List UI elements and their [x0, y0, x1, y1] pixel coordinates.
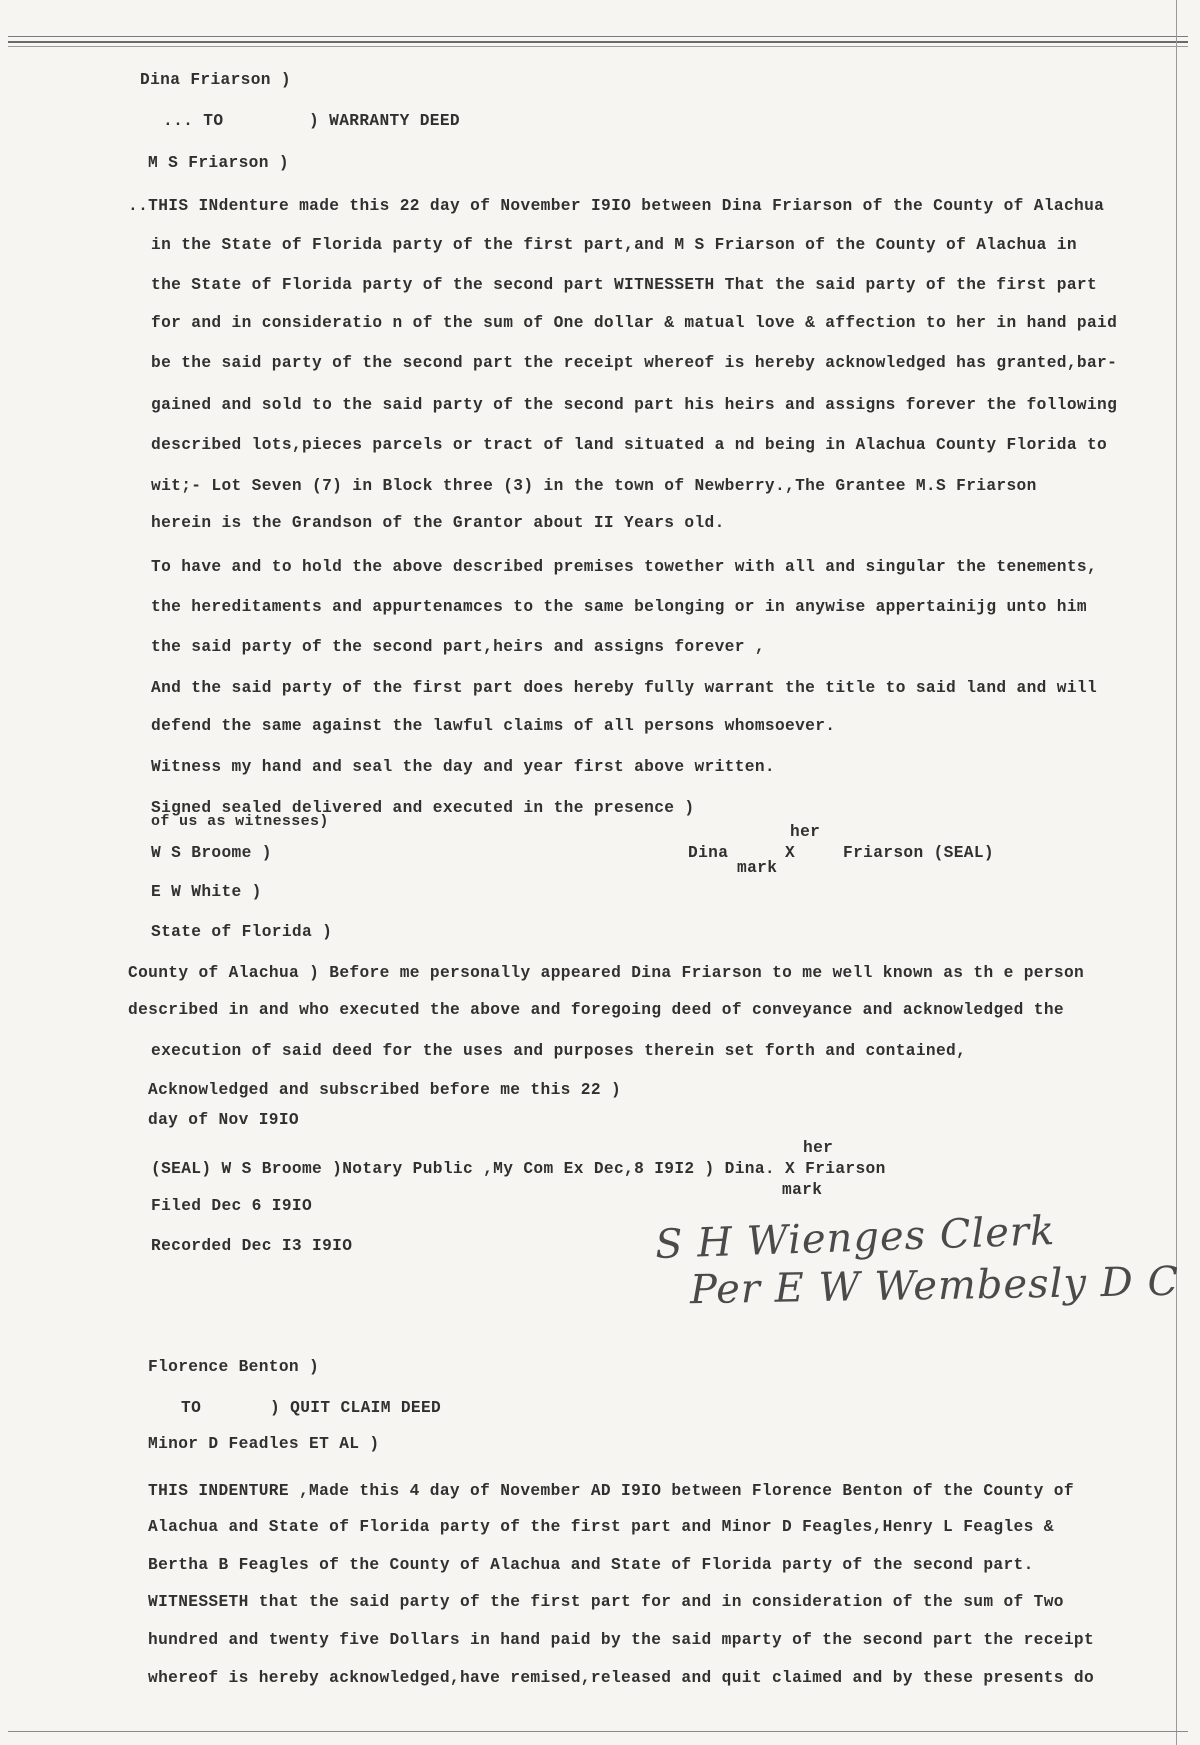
- mark-name-last: Friarson (SEAL): [843, 844, 994, 862]
- ack-line: County of Alachua ) Before me personally appeared Dina Friarson to me well known as th e person: [128, 964, 1085, 982]
- ack-day: day of Nov I9IO: [148, 1111, 299, 1129]
- deed1-body-line: And the said party of the first part does hereby fully warrant the title to said land and will: [151, 679, 1098, 697]
- mark-word: mark: [737, 859, 778, 877]
- bottom-rule: [8, 1731, 1188, 1732]
- deed1-body-line: Witness my hand and seal the day and year first above written.: [151, 758, 775, 776]
- deed2-body-line: WITNESSETH that the said party of the first part for and in consideration of the sum of Two: [148, 1593, 1064, 1611]
- state-line: State of Florida ): [151, 923, 333, 941]
- signed-sealed-line: Signed sealed delivered and executed in the presence ): [151, 799, 695, 817]
- filed-date: Filed Dec 6 I9IO: [151, 1197, 313, 1215]
- deed2-body-line: hundred and twenty five Dollars in hand paid by the said mparty of the second part the receipt: [148, 1631, 1095, 1649]
- deed2-grantor: Florence Benton ): [148, 1358, 320, 1376]
- deed2-to: TO: [181, 1399, 202, 1417]
- deed1-body-line: be the said party of the second part the receipt whereof is hereby acknowledged has granted,bar-: [151, 354, 1118, 372]
- witness-2: E W White ): [151, 883, 262, 901]
- notary-mark: mark: [782, 1181, 823, 1199]
- deed1-title: ) WARRANTY DEED: [309, 112, 460, 130]
- ack-line: described in and who executed the above and foregoing deed of conveyance and acknowledged the: [128, 1001, 1064, 1019]
- deed1-body-line: the hereditaments and appurtenamces to the same belonging or in anywise appertainijg unto him: [151, 598, 1087, 616]
- top-rule: [8, 41, 1188, 43]
- deed2-body-line: whereof is hereby acknowledged,have remised,released and quit claimed and by these presents do: [148, 1669, 1095, 1687]
- mark-her: her: [790, 823, 821, 841]
- deed1-grantee: M S Friarson ): [148, 154, 289, 172]
- deed2-body-line: Alachua and State of Florida party of the first part and Minor D Feagles,Henry L Feagles &: [148, 1518, 1054, 1536]
- deed1-grantor: Dina Friarson ): [140, 71, 291, 89]
- mark-x: X: [785, 844, 796, 862]
- top-rule: [8, 36, 1188, 37]
- deed1-body-line: wit;- Lot Seven (7) in Block three (3) in the town of Newberry.,The Grantee M.S Friarson: [151, 477, 1037, 495]
- deed2-title: ) QUIT CLAIM DEED: [270, 1399, 442, 1417]
- witnesses-line: of us as witnesses): [151, 813, 329, 830]
- top-rule: [8, 46, 1188, 47]
- ack-subscribed: Acknowledged and subscribed before me this 22 ): [148, 1081, 622, 1099]
- deed1-body-line: defend the same against the lawful claims of all persons whomsoever.: [151, 717, 836, 735]
- deed2-grantee: Minor D Feadles ET AL ): [148, 1435, 380, 1453]
- ack-line: execution of said deed for the uses and purposes therein set forth and contained,: [151, 1042, 967, 1060]
- deed1-body-line: for and in consideratio n of the sum of One dollar & matual love & affection to her in hand paid: [151, 314, 1118, 332]
- deed1-body-line: herein is the Grandson of the Grantor about II Years old.: [151, 514, 725, 532]
- notary-line: (SEAL) W S Broome )Notary Public ,My Com Ex Dec,8 I9I2 ) Dina. X Friarson: [151, 1160, 886, 1178]
- deed1-body-line: ..THIS INdenture made this 22 day of November I9IO between Dina Friarson of the County of Alachua: [128, 197, 1105, 215]
- recorded-date: Recorded Dec I3 I9IO: [151, 1237, 353, 1255]
- mark-name-first: Dina: [688, 844, 729, 862]
- deed1-body-line: described lots,pieces parcels or tract of land situated a nd being in Alachua County Florida to: [151, 436, 1108, 454]
- deed1-body-line: in the State of Florida party of the first part,and M S Friarson of the County of Alachua in: [151, 236, 1077, 254]
- deed1-body-line: the State of Florida party of the second part WITNESSETH That the said party of the first part: [151, 276, 1098, 294]
- deed2-body-line: THIS INDENTURE ,Made this 4 day of November AD I9IO between Florence Benton of the County of: [148, 1482, 1074, 1500]
- deed1-body-line: gained and sold to the said party of the second part his heirs and assigns forever the following: [151, 396, 1118, 414]
- notary-her: her: [803, 1139, 834, 1157]
- deed1-to: ... TO: [163, 112, 224, 130]
- right-margin-line: [1176, 0, 1177, 1745]
- deed1-body-line: To have and to hold the above described premises towether with all and singular the tenements,: [151, 558, 1098, 576]
- deed2-body-line: Bertha B Feagles of the County of Alachua and State of Florida party of the second part.: [148, 1556, 1034, 1574]
- deed1-body-line: the said party of the second part,heirs and assigns forever ,: [151, 638, 765, 656]
- clerk-signature: S H Wienges Clerk: [654, 1208, 1056, 1268]
- witness-1: W S Broome ): [151, 844, 272, 862]
- deputy-clerk-signature: Per E W Wembesly D C: [689, 1258, 1180, 1314]
